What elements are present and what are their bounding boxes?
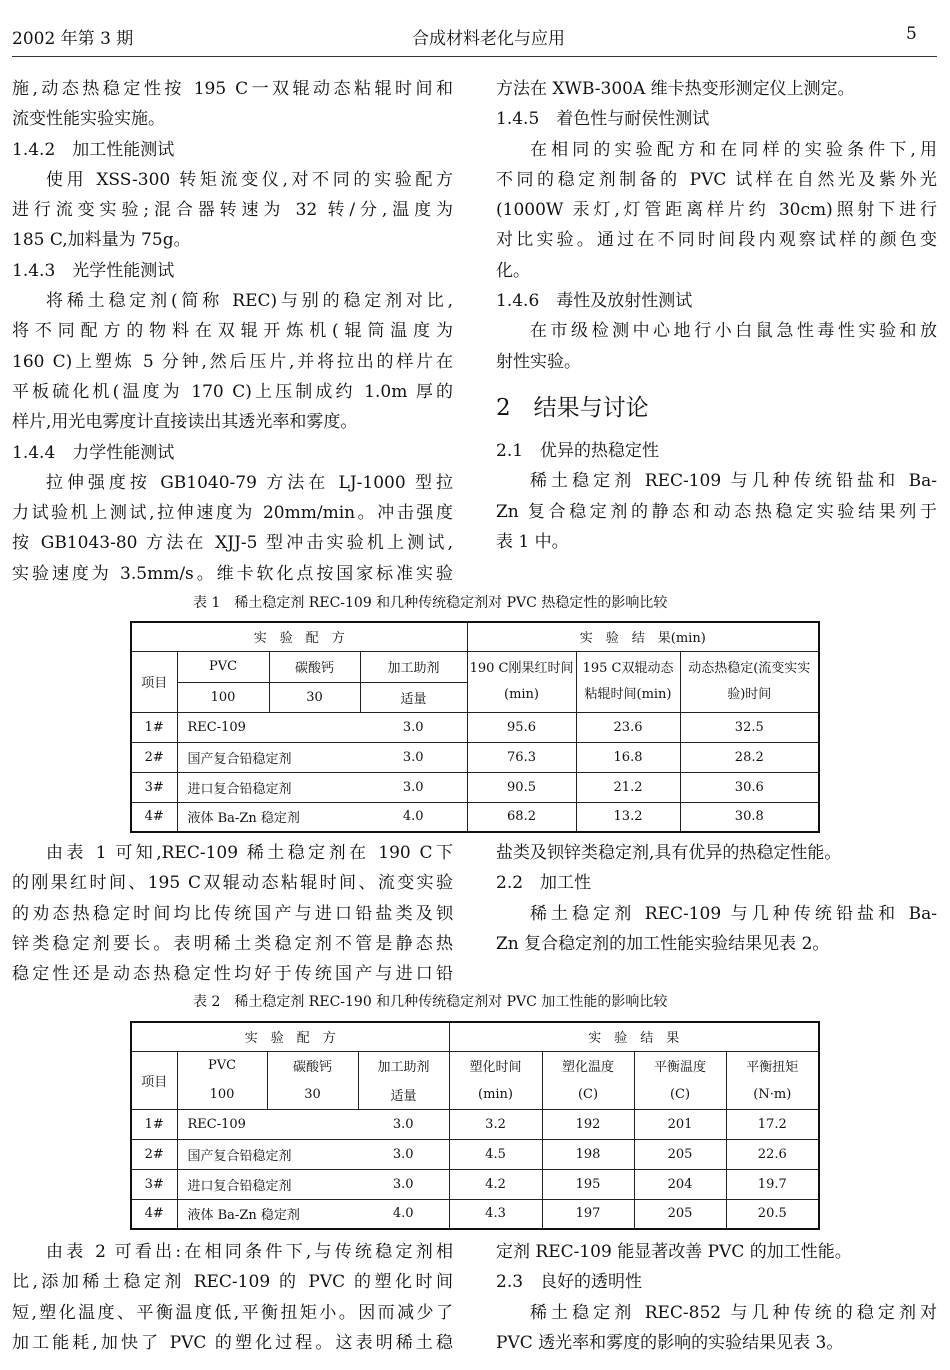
cell-no: 2# [131, 742, 177, 772]
text-line: 将稀土稳定剂(简称 REC)与别的稳定剂对比, [46, 291, 453, 312]
cell-no: 4# [131, 1199, 177, 1229]
table-2-caption: 表 2 稀土稳定剂 REC-190 和几种传统稳定剂对 PVC 加工性能的影响比较 [193, 994, 668, 1010]
table-1-caption: 表 1 稀土稳定剂 REC-109 和几种传统稳定剂对 PVC 热稳定性的影响比较 [193, 595, 668, 611]
text-line: 160 C)上塑炼 5 分钟,然后压片,并将拉出的样片在 [12, 351, 453, 372]
right-column-section-2-1 [496, 436, 937, 557]
text-line: 1.4.4 力学性能测试 [12, 442, 175, 463]
cell-name: 国产复合铅稳定剂 [177, 742, 360, 772]
cell-r3: 32.5 [680, 712, 819, 742]
cell-r1: 4.3 [449, 1199, 542, 1229]
left-column-middle [12, 838, 453, 989]
cell-r2: 16.8 [576, 742, 680, 772]
cell-name: 进口复合铅稳定剂 [177, 1169, 358, 1199]
table-row [131, 712, 819, 742]
text-line: Zn 复合稳定剂的加工性能实验结果见表 2。 [496, 933, 830, 954]
table-2-header-balance-temp: 平衡温度 [634, 1051, 726, 1080]
text-line: 表 1 中。 [496, 531, 569, 552]
cell-r4: 22.6 [726, 1139, 819, 1169]
table-row [131, 1109, 819, 1139]
table-1-header-dynamic: 动态热稳定(流变实实验)时间 [680, 651, 819, 712]
table-1-header-aid: 加工助剂 [360, 651, 467, 682]
cell-name: REC-109 [177, 712, 360, 742]
header-page-number: 5 [906, 24, 917, 44]
table-row [131, 1169, 819, 1199]
table-2-group-formula: 实 验 配 方 [131, 1022, 449, 1051]
cell-r1: 68.2 [467, 802, 576, 832]
cell-no: 1# [131, 1109, 177, 1139]
table-2-group-result: 实 验 结 果 [449, 1022, 819, 1051]
table-1-aid-amount: 适量 [360, 682, 467, 712]
text-line: PVC 透光率和雾度的影响的实验结果见表 3。 [496, 1332, 844, 1353]
cell-amt: 3.0 [360, 742, 467, 772]
table-1-group-formula: 实 验 配 方 [131, 622, 467, 651]
text-line: 1.4.6 毒性及放射性测试 [496, 291, 693, 312]
table-2-header-plasticizing-temp: 塑化温度 [542, 1051, 634, 1080]
text-line: 将不同配方的物料在双辊开炼机(辊筒温度为 [12, 321, 453, 342]
cell-amt: 3.0 [360, 712, 467, 742]
header-rule [12, 56, 937, 57]
cell-r2: 21.2 [576, 772, 680, 802]
cell-r3: 30.6 [680, 772, 819, 802]
right-column-middle [496, 838, 937, 959]
cell-r3: 205 [634, 1199, 726, 1229]
text-line: 盐类及钡锌类稳定剂,具有优异的热稳定性能。 [496, 843, 842, 863]
table-2-unit-nm: (N·m) [726, 1080, 819, 1109]
table-row [131, 1199, 819, 1229]
text-line: (1000W 汞灯,灯管距离样片约 30cm)照射下进行 [496, 200, 937, 221]
right-column-top [496, 74, 937, 377]
table-row [131, 772, 819, 802]
table-1-caco3-amount: 30 [269, 682, 360, 712]
table-2-unit-c: (C) [542, 1080, 634, 1109]
cell-r3: 28.2 [680, 742, 819, 772]
cell-amt: 3.0 [358, 1139, 449, 1169]
cell-r4: 17.2 [726, 1109, 819, 1139]
cell-r2: 23.6 [576, 712, 680, 742]
cell-name: 液体 Ba-Zn 稳定剂 [177, 1199, 358, 1229]
section-2-title: 2 结果与讨论 [496, 395, 649, 421]
text-line: 样片,用光电雾度计直接读出其透光率和雾度。 [12, 412, 358, 433]
table-2-unit-c-2: (C) [634, 1080, 726, 1109]
left-column-bottom [12, 1237, 453, 1358]
table-1-header-roll-time: 195 C双辊动态粘辊时间(min) [576, 651, 680, 712]
text-line: 1.4.3 光学性能测试 [12, 260, 175, 281]
cell-r1: 4.2 [449, 1169, 542, 1199]
table-1-pvc-amount: 100 [177, 682, 269, 712]
right-column-bottom [496, 1237, 937, 1358]
text-line: 稀土稳定剂 REC-109 与几种传统铅盐和 Ba- [530, 903, 937, 924]
text-line: 对比实验。通过在不同时间段内观察试样的颜色变 [496, 230, 937, 251]
text-line: 化。 [496, 260, 530, 281]
cell-amt: 4.0 [358, 1199, 449, 1229]
table-row [131, 1139, 819, 1169]
cell-name: 进口复合铅稳定剂 [177, 772, 360, 802]
text-line: 由表 2 可看出:在相同条件下,与传统稳定剂相 [46, 1242, 453, 1262]
table-2-header-caco3: 碳酸钙 [267, 1051, 358, 1080]
cell-amt: 3.0 [358, 1169, 449, 1199]
text-line: 流变性能实验实施。 [12, 109, 165, 130]
table-1-header-congo-red: 190 C刚果红时间(min) [467, 651, 576, 712]
text-line: 的劝态热稳定时间均比传统国产与进口铅盐类及钡 [12, 903, 453, 924]
cell-no: 3# [131, 1169, 177, 1199]
table-2-pvc-amount: 100 [177, 1080, 267, 1109]
header-journal-title: 合成材料老化与应用 [412, 29, 565, 49]
cell-name: 国产复合铅稳定剂 [177, 1139, 358, 1169]
text-line: 锌类稳定剂要长。表明稀土类稳定剂不管是静态热 [12, 933, 453, 954]
table-2-aid-amount: 适量 [358, 1080, 449, 1109]
text-line: 力试验机上测试,拉伸速度为 20mm/min。冲击强度 [12, 503, 453, 524]
table-2-caco3-amount: 30 [267, 1080, 358, 1109]
cell-no: 2# [131, 1139, 177, 1169]
cell-r2: 192 [542, 1109, 634, 1139]
text-line: 的刚果红时间、195 C双辊动态粘辊时间、流变实验 [12, 873, 453, 894]
table-1-group-result: 实 验 结 果(min) [467, 622, 819, 651]
table-1 [130, 621, 820, 833]
text-line: 使用 XSS-300 转矩流变仪,对不同的实验配方 [46, 169, 453, 190]
cell-r1: 76.3 [467, 742, 576, 772]
text-line: 在相同的实验配方和在同样的实验条件下,用 [530, 139, 937, 160]
cell-no: 1# [131, 712, 177, 742]
table-1-header-pvc: PVC [177, 651, 269, 682]
cell-r1: 3.2 [449, 1109, 542, 1139]
text-line: 2.3 良好的透明性 [496, 1272, 643, 1293]
cell-r4: 20.5 [726, 1199, 819, 1229]
header-issue: 2002 年第 3 期 [12, 29, 134, 49]
cell-r2: 198 [542, 1139, 634, 1169]
text-line: 进行流变实验;混合器转速为 32 转/分,温度为 [12, 200, 453, 221]
left-column-top [12, 74, 453, 589]
text-line: 稳定性还是动态热稳定性均好于传统国产与进口铅 [12, 964, 453, 985]
text-line: 由表 1 可知,REC-109 稀土稳定剂在 190 C下 [46, 843, 453, 863]
cell-r3: 204 [634, 1169, 726, 1199]
text-line: 拉伸强度按 GB1040-79 方法在 LJ-1000 型拉 [46, 472, 453, 493]
text-line: 射性实验。 [496, 351, 581, 372]
cell-r2: 197 [542, 1199, 634, 1229]
cell-r1: 90.5 [467, 772, 576, 802]
text-line: 1.4.5 着色性与耐侯性测试 [496, 109, 710, 130]
text-line: Zn 复合稳定剂的静态和动态热稳定实验结果列于 [496, 501, 937, 522]
table-2-header-pvc: PVC [177, 1051, 267, 1080]
text-line: 在市级检测中心地行小白鼠急性毒性实验和放 [530, 321, 937, 342]
text-line: 实验速度为 3.5mm/s。维卡软化点按国家标准实验 [12, 563, 453, 584]
text-line: 2.1 优异的热稳定性 [496, 441, 660, 461]
cell-r3: 205 [634, 1139, 726, 1169]
cell-no: 3# [131, 772, 177, 802]
cell-r3: 30.8 [680, 802, 819, 832]
table-2-header-balance-torque: 平衡扭矩 [726, 1051, 819, 1080]
cell-amt: 4.0 [360, 802, 467, 832]
cell-r3: 201 [634, 1109, 726, 1139]
cell-r1: 95.6 [467, 712, 576, 742]
text-line: 2.2 加工性 [496, 873, 592, 894]
cell-amt: 3.0 [360, 772, 467, 802]
table-2-header-aid: 加工助剂 [358, 1051, 449, 1080]
table-2-header-plasticizing-time: 塑化时间 [449, 1051, 542, 1080]
text-line: 比,添加稀土稳定剂 REC-109 的 PVC 的塑化时间 [12, 1272, 453, 1293]
table-1-header-caco3: 碳酸钙 [269, 651, 360, 682]
cell-r2: 195 [542, 1169, 634, 1199]
cell-r2: 13.2 [576, 802, 680, 832]
table-row [131, 742, 819, 772]
table-2-header-item: 项目 [131, 1051, 177, 1109]
cell-amt: 3.0 [358, 1109, 449, 1139]
cell-r1: 4.5 [449, 1139, 542, 1169]
cell-r4: 19.7 [726, 1169, 819, 1199]
text-line: 短,塑化温度、平衡温度低,平衡扭矩小。因而减少了 [12, 1302, 453, 1323]
text-line: 定剂 REC-109 能显著改善 PVC 的加工性能。 [496, 1242, 852, 1262]
cell-name: REC-109 [177, 1109, 358, 1139]
text-line: 加工能耗,加快了 PVC 的塑化过程。这表明稀土稳 [12, 1332, 453, 1353]
cell-no: 4# [131, 802, 177, 832]
text-line: 185 C,加料量为 75g。 [12, 230, 191, 251]
table-1-header-item: 项目 [131, 651, 177, 712]
table-2-unit-min: (min) [449, 1080, 542, 1109]
text-line: 施,动态热稳定性按 195 C一双辊动态粘辊时间和 [12, 79, 453, 99]
cell-name: 液体 Ba-Zn 稳定剂 [177, 802, 360, 832]
text-line: 不同的稳定剂制备的 PVC 试样在自然光及紫外光 [496, 169, 937, 190]
text-line: 方法在 XWB-300A 维卡热变形测定仪上测定。 [496, 79, 855, 99]
table-row [131, 802, 819, 832]
text-line: 1.4.2 加工性能测试 [12, 139, 175, 160]
text-line: 稀土稳定剂 REC-852 与几种传统的稳定剂对 [530, 1302, 937, 1323]
text-line: 稀土稳定剂 REC-109 与几种传统铅盐和 Ba- [530, 471, 937, 492]
text-line: 按 GB1043-80 方法在 XJJ-5 型冲击实验机上测试, [12, 533, 453, 554]
table-2 [130, 1021, 820, 1230]
text-line: 平板硫化机(温度为 170 C)上压制成约 1.0m 厚的 [12, 381, 453, 402]
